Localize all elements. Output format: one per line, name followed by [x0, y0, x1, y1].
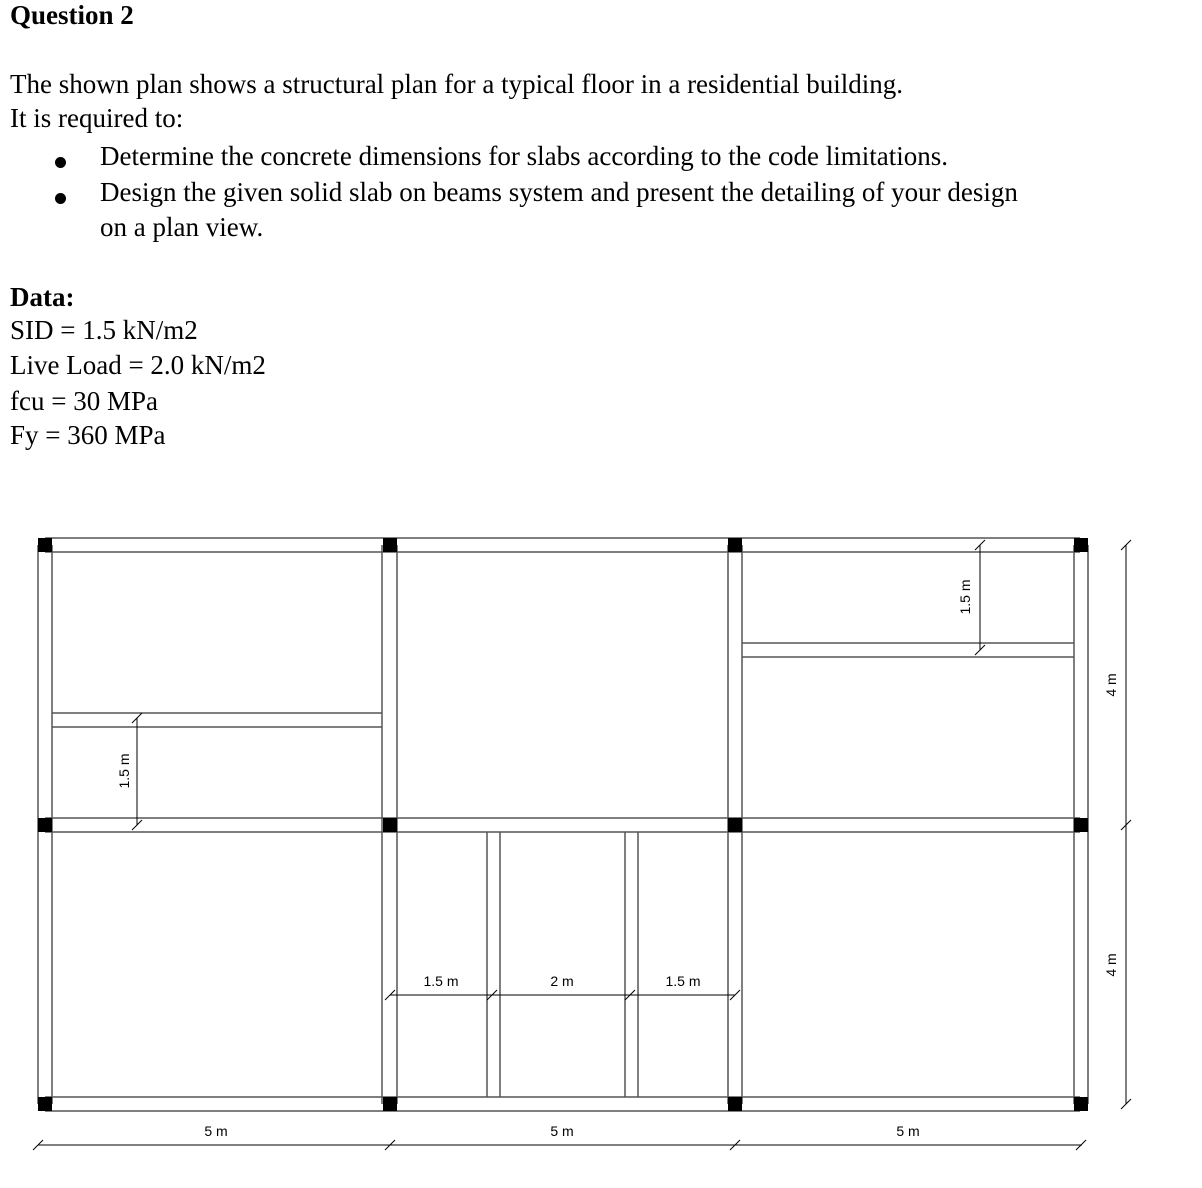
left-cantilever-label: 1.5 m [116, 753, 132, 789]
middle-span-label-3: 1.5 m [665, 973, 701, 989]
span-label-2: 5 m [550, 1123, 574, 1139]
dimension-lines [33, 540, 1131, 1150]
column-icon [38, 818, 52, 832]
data-fy: Fy = 360 MPa [10, 420, 166, 450]
requirement-2-line-2: on a plan view. [100, 212, 264, 242]
column-icon [728, 1097, 742, 1111]
data-sid: SID = 1.5 kN/m2 [10, 315, 198, 345]
data-live-load: Live Load = 2.0 kN/m2 [10, 350, 266, 380]
beam-lines [38, 538, 1088, 1111]
data-heading: Data: [10, 282, 75, 312]
span-label-1: 5 m [204, 1123, 228, 1139]
intro-line-1: The shown plan shows a structural plan for a typical floor in a residential building. [10, 69, 904, 99]
right-span-label-2: 4 m [1103, 953, 1119, 977]
bullet-icon [55, 193, 66, 204]
bullet-icon [55, 157, 66, 168]
column-icon [1074, 1097, 1088, 1111]
column-icon [728, 538, 742, 552]
middle-span-label-2: 2 m [550, 973, 574, 989]
data-fcu: fcu = 30 MPa [10, 386, 158, 416]
column-icon [383, 818, 397, 832]
requirement-2-line-1: Design the given solid slab on beams system and present the detailing of your design [100, 177, 1018, 207]
column-icon [38, 538, 52, 552]
requirement-1: Determine the concrete dimensions for slabs according to the code limitations. [100, 141, 948, 171]
span-label-3: 5 m [896, 1123, 920, 1139]
column-icon [38, 1097, 52, 1111]
column-icon [383, 538, 397, 552]
structural-plan [0, 525, 1202, 1175]
middle-span-label-1: 1.5 m [423, 973, 459, 989]
intro-line-2: It is required to: [10, 103, 184, 133]
column-icon [1074, 538, 1088, 552]
column-icon [383, 1097, 397, 1111]
column-icon [728, 818, 742, 832]
right-cantilever-label: 1.5 m [957, 579, 973, 615]
column-markers [38, 538, 1088, 1111]
column-icon [1074, 818, 1088, 832]
question-title: Question 2 [10, 0, 134, 30]
right-span-label-1: 4 m [1103, 673, 1119, 697]
